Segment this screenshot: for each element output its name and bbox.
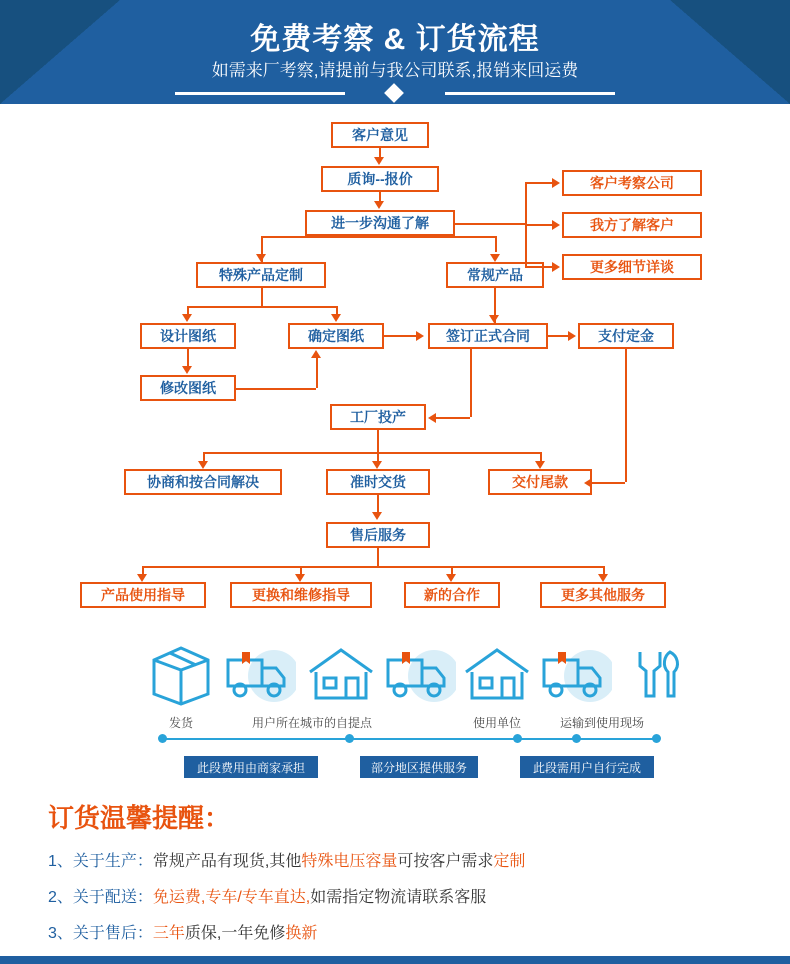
flow-node-inquiry-quote[interactable]: 质询--报价 (321, 166, 439, 192)
flow-node-more-services[interactable]: 更多其他服务 (540, 582, 666, 608)
arrow-icon (552, 220, 560, 230)
arrow-icon (295, 574, 305, 582)
arrow-icon (374, 201, 384, 209)
arrow-icon (446, 574, 456, 582)
title-underline-left (175, 92, 345, 95)
flow-node-after-sales-service[interactable]: 售后服务 (326, 522, 430, 548)
connector (540, 452, 542, 461)
note-highlight-custom: 定制 (493, 853, 526, 870)
arrow-icon (584, 478, 592, 488)
timeline-dot (345, 734, 354, 743)
flow-node-we-understand-customer[interactable]: 我方了解客户 (562, 212, 702, 238)
flow-node-negotiate-contract[interactable]: 协商和按合同解决 (124, 469, 282, 495)
connector (470, 349, 472, 417)
connector (455, 223, 525, 225)
connector (187, 349, 189, 366)
notes-title: 订货温馨提醒： (48, 803, 231, 833)
connector (625, 469, 627, 482)
flow-node-pay-balance[interactable]: 交付尾款 (488, 469, 592, 495)
arrow-icon (535, 461, 545, 469)
arrow-icon (416, 331, 424, 341)
note-row-production (48, 848, 525, 871)
house-icon (306, 646, 376, 704)
shipping-label-to-site: 运输到使用现场 (559, 716, 644, 730)
connector (261, 288, 263, 306)
shipping-label-usage-unit: 使用单位 (472, 716, 521, 730)
shipping-segment-regional-service: 部分地区提供服务 (360, 756, 478, 778)
shipping-process-strip (0, 628, 790, 788)
connector (525, 182, 553, 184)
note-label-delivery: 2、关于配送： (48, 889, 153, 906)
connector (548, 335, 570, 337)
timeline-dot (158, 734, 167, 743)
arrow-icon (374, 157, 384, 165)
connector (236, 388, 316, 390)
connector (316, 358, 318, 388)
flow-node-replacement-repair[interactable]: 更换和维修指导 (230, 582, 372, 608)
note-text-delivery-1: 如需指定物流请联系客服 (310, 889, 487, 906)
flow-node-custom-product[interactable]: 特殊产品定制 (196, 262, 326, 288)
connector (142, 566, 144, 574)
flow-node-usage-guidance[interactable]: 产品使用指导 (80, 582, 206, 608)
note-highlight-replace: 换新 (285, 925, 318, 942)
connector (203, 452, 205, 461)
note-label-production: 1、关于生产： (48, 853, 153, 870)
arrow-icon (598, 574, 608, 582)
connector (142, 566, 603, 568)
connector (495, 236, 497, 252)
arrow-icon (428, 413, 436, 423)
shipping-timeline (160, 738, 660, 740)
connector (377, 430, 379, 452)
flow-node-further-communication[interactable]: 进一步沟通了解 (305, 210, 455, 236)
shipping-label-pickup-point: 用户所在城市的自提点 (251, 716, 372, 730)
diamond-icon (384, 83, 404, 103)
arrow-icon (256, 254, 266, 262)
arrow-icon (182, 366, 192, 374)
flow-node-confirm-drawing[interactable]: 确定图纸 (288, 323, 384, 349)
connector (377, 548, 379, 566)
flow-node-factory-production[interactable]: 工厂投产 (330, 404, 426, 430)
flow-node-design-drawing[interactable]: 设计图纸 (140, 323, 236, 349)
timeline-dot (572, 734, 581, 743)
connector (451, 566, 453, 574)
note-text-aftersales-1: 质保,一年免修 (184, 925, 286, 942)
flow-node-pay-deposit[interactable]: 支付定金 (578, 323, 674, 349)
order-notes-section (0, 790, 790, 964)
connector (187, 306, 189, 314)
arrow-icon (137, 574, 147, 582)
note-text-production-1: 常规产品有现货,其他 (152, 853, 302, 870)
page-subtitle: 如需来厂考察,请提前与我公司联系,报销来回运费 (211, 61, 579, 80)
flow-node-standard-product[interactable]: 常规产品 (446, 262, 544, 288)
flow-node-on-time-delivery[interactable]: 准时交货 (326, 469, 430, 495)
note-row-delivery (48, 884, 486, 907)
connector (377, 495, 379, 512)
connector (436, 417, 470, 419)
connector (384, 335, 416, 337)
flow-node-new-cooperation[interactable]: 新的合作 (404, 582, 500, 608)
order-process-flowchart (0, 104, 790, 624)
flow-node-sign-contract[interactable]: 签订正式合同 (428, 323, 548, 349)
arrow-icon (372, 461, 382, 469)
arrow-icon (331, 314, 341, 322)
connector (603, 566, 605, 574)
connector (525, 266, 553, 268)
note-highlight-three-years: 三年 (152, 925, 185, 942)
flow-node-customer-opinion[interactable]: 客户意见 (331, 122, 429, 148)
flow-node-more-details[interactable]: 更多细节详谈 (562, 254, 702, 280)
truck-icon (222, 646, 296, 706)
arrow-icon (552, 178, 560, 188)
connector (377, 452, 379, 461)
connector (336, 306, 338, 314)
shipping-segment-merchant-pays: 此段费用由商家承担 (184, 756, 318, 778)
wrench-icon (626, 646, 688, 706)
arrow-icon (552, 262, 560, 272)
arrow-icon (568, 331, 576, 341)
note-row-aftersales (48, 920, 317, 943)
arrow-icon (198, 461, 208, 469)
connector (203, 452, 540, 454)
note-label-aftersales: 3、关于售后： (48, 925, 153, 942)
shipping-segment-user-self: 此段需用户自行完成 (520, 756, 654, 778)
truck-icon (538, 646, 612, 706)
title-underline-right (445, 92, 615, 95)
house-icon (462, 646, 532, 704)
arrow-icon (182, 314, 192, 322)
connector (261, 236, 495, 238)
timeline-dot (513, 734, 522, 743)
arrow-icon (311, 350, 321, 358)
bottom-bar (0, 956, 790, 964)
note-highlight-voltage: 特殊电压容量 (301, 853, 398, 870)
connector (300, 566, 302, 574)
box-icon (148, 642, 214, 706)
page-header (0, 0, 790, 104)
note-text-production-2: 可按客户需求 (397, 853, 494, 870)
shipping-label-dispatch: 发货 (168, 716, 193, 730)
connector (592, 482, 625, 484)
arrow-icon (490, 254, 500, 262)
connector (525, 224, 553, 226)
note-highlight-free-shipping: 免运费,专车/专车直达, (152, 889, 311, 906)
page-title: 免费考察 & 订货流程 (250, 23, 540, 56)
connector (625, 349, 627, 469)
truck-icon (382, 646, 456, 706)
timeline-dot (652, 734, 661, 743)
connector (187, 306, 337, 308)
arrow-icon (372, 512, 382, 520)
flow-node-modify-drawing[interactable]: 修改图纸 (140, 375, 236, 401)
arrow-icon (489, 315, 499, 323)
flow-node-customer-visit-company[interactable]: 客户考察公司 (562, 170, 702, 196)
